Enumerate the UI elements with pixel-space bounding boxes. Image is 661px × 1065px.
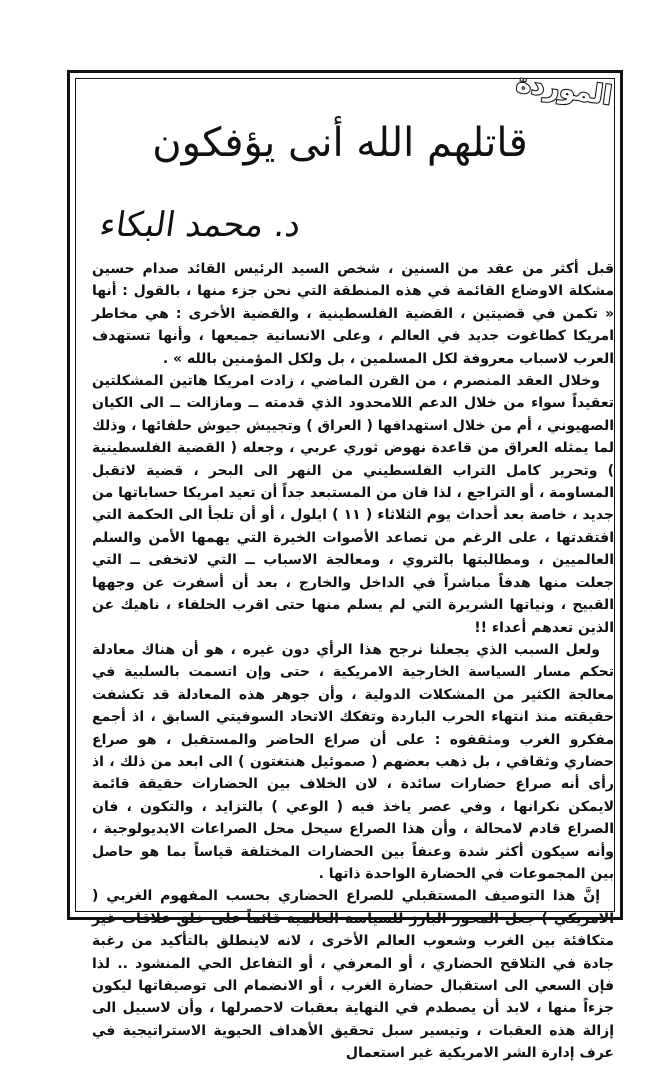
section-badge-label: الموردة (514, 68, 614, 112)
article-title: قاتلهم الله أنى يؤفكون (152, 120, 528, 166)
paragraph: وخلال العقد المنصرم ، من القرن الماضي ، زادت امريكا هاتين المشكلتين تعقيداً سواء من خلال الدعم اللامحدود الذي قدمته ــ ومازالت ــ الى الكيان الصهيوني ، أم من خلال استهدافها ( العراق ) وتجييش جيوش حلفائها ، وذلك لما يمثله العراق من قاعدة نهوض ثوري عربي ، وجعله ( القضية الفلسطينية ) وتحرير كامل التراب الفلسطيني من النهر الى البحر ، قضية لاتقبل المساومة ، أو التراجع ، لذا فان من المستبعد جداً أن تعيد امريكا حساباتها من جديد ، خاصة بعد أحداث يوم الثلاثاء ( ١١ ) ايلول ، أو أن تلجأ الى الحكمة التي افتقدتها ، على الرغم من تصاعد الأصوات الخيرة التي يهمها الأمن والسلم العالميين ، ومطالبتها بالتروي ، ومعالجة الاسباب ــ التي لاتخفى ــ التي جعلت منها هدفاً مباشراً في الداخل والخارج ، بعد أن أسفرت عن وجهها القبيح ، ونياتها الشريرة التي لم يسلم منها حتى اقرب الحلفاء ، ناهيك عن الذين تعدهم أعداء !! (92, 373, 614, 636)
article-body (92, 258, 614, 1062)
paragraph: قبل أكثر من عقد من السنين ، شخص السيد الرئيس القائد صدام حسين مشكلة الاوضاع القائمة في هذه المنطقة التي نحن جزء منها ، بالقول : أنها « تكمن في قضيتين ، القضية الفلسطينية ، والقضية الأخرى : هي مخاطر امريكا كطاغوت جديد في العالم ، وعلى الانسانية جميعها ، وأنها تستهدف العرب لاسباب معروفة لكل المسلمين ، بل ولكل المؤمنين بالله » . (92, 261, 614, 367)
paragraph: إنَّ هذا التوصيف المستقبلي للصراع الحضاري بحسب المفهوم الغربي ( الامريكي ) جعل المحور البارز للسياسة العالمية قائماً على خلق علاقات غير متكافئة بين الغرب وشعوب العالم الأخرى ، لانه لاينطلق بالتأكيد من رغبة جادة في التلاقح الحضاري ، أو المعرفي ، أو التفاعل الحي المنشود .. لذا فإن السعي الى استقبال حضارة الغرب ، أو الانضمام الى توصيفاتها ليكون جزءاً منها ، لابد أن يصطدم في النهاية بعقبات لاحصرلها ، وأن لاسبيل الى إزالة هذه العقبات ، وتيسير سبل تحقيق الأهداف الحيوية الاستراتيجية في عرف إدارة الشر الامريكية غير استعمال (92, 888, 614, 1062)
paragraph: ولعل السبب الذي يجعلنا نرجح هذا الرأي دون غيره ، هو أن هناك معادلة تحكم مسار السياسة الخارجية الامريكية ، حتى وإن اتسمت بالسلبية في معالجة الكثير من المشكلات الدولية ، وأن جوهر هذه المعادلة قد تكشفت حقيقته منذ انتهاء الحرب الباردة وتفكك الاتحاد السوفيتي السابق ، اذ أجمع مفكرو الغرب ومثقفوه : على أن صراع الحاضر والمستقبل ، هو صراع حضاري وثقافي ، بل ذهب بعضهم ( صموئيل هنتغتون ) الى ابعد من ذلك ، اذ رأى أنه صراع حضارات سائدة ، لان الخلاف بين الحضارات حقيقة قائمة لايمكن نكرانها ، وفي عصر ياخذ فيه ( الوعي ) بالتزايد ، والتكون ، فان الصراع قادم لامحالة ، وأن هذا الصراع سيحل محل الصراعات الايديولوجية ، وأنه سيكون أكثر شدة وعنفاً بين الحضارات المختلفة قياساً بما هو حاصل بين المجموعات في الحضارة الواحدة ذاتها . (92, 641, 614, 882)
article-author: د. محمد البكاء (97, 205, 304, 245)
